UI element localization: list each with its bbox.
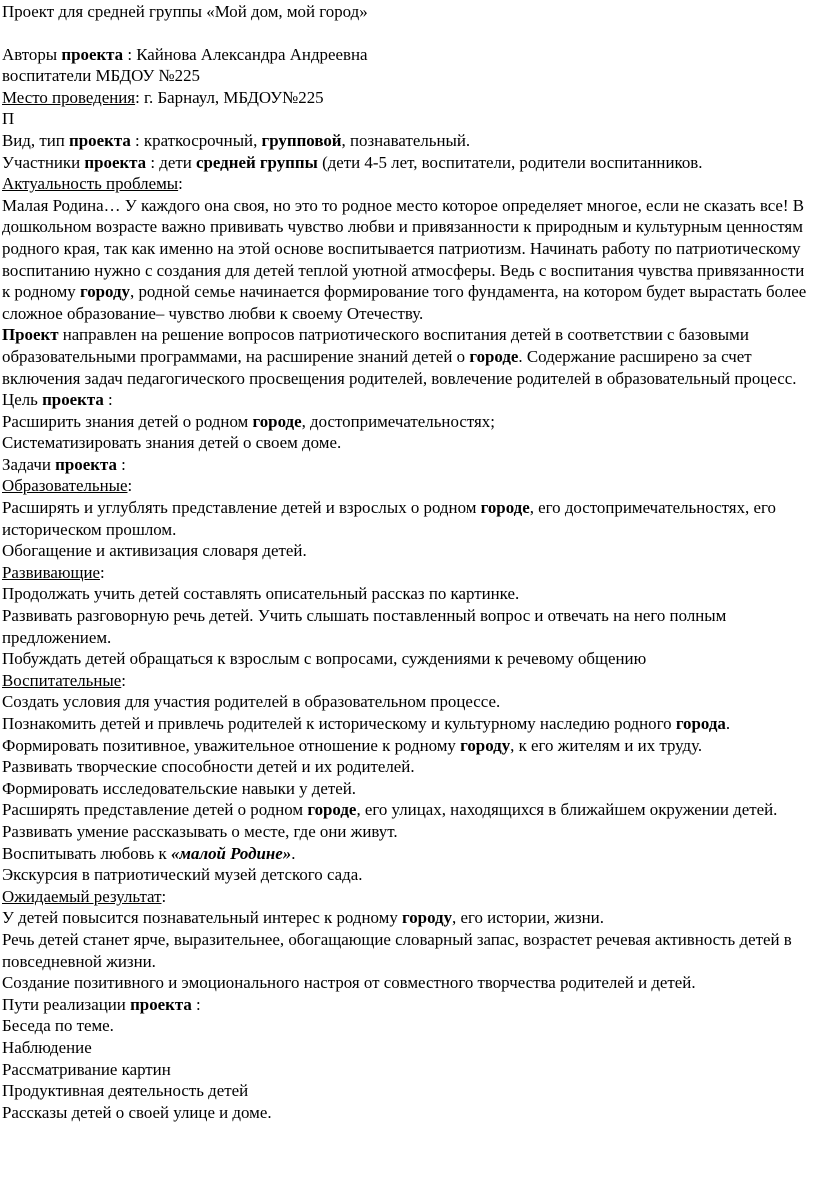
expected-item: У детей повысится познавательный интерес к родному городу, его истории, жизни.	[2, 908, 604, 928]
ways-item: Наблюдение	[2, 1037, 92, 1057]
goal-heading: Цель проекта :	[2, 390, 113, 410]
upbringing-item: Познакомить детей и привлечь родителей к историческому и культурному наследию родного города.	[2, 714, 731, 733]
ways-item: Беседа по теме.	[2, 1016, 114, 1036]
ways-item: Рассказы детей о своей улице и доме.	[2, 1102, 272, 1122]
ways-heading: Пути реализации проекта :	[2, 994, 201, 1014]
developing-item: Продолжать учить детей составлять описательный рассказ по картинке.	[2, 584, 520, 604]
goal-item: Систематизировать знания детей о своем доме.	[2, 433, 342, 453]
upbringing-heading: Воспитательные:	[2, 670, 126, 690]
ways-item: Рассматривание картин	[2, 1059, 171, 1079]
relevance-paragraph: Малая Родина… У каждого она своя, но это то родное место которое определяет многое, если не сказать все! В дошкольном возрасте важно прививать чувство любви и привязанности к природным и культурным ценностям родного края, так как именно на этой основе воспитывается патриотизм. Начинать работу по патриотическому воспитанию нужно с создания для детей теплой уютной атмосферы. Ведь с воспитания чувства привязанности к родному городу, родной семье начинается формирование того фундамента, на котором будет вырастать более сложное образование– чувство любви к своему Отечеству.	[2, 195, 807, 323]
upbringing-item: Формировать исследовательские навыки у детей.	[2, 778, 357, 798]
developing-heading: Развивающие:	[2, 562, 105, 582]
stray-letter: П	[2, 109, 15, 129]
relevance-heading: Актуальность проблемы:	[2, 174, 183, 194]
upbringing-item: Развивать умение рассказывать о месте, где они живут.	[2, 821, 398, 841]
upbringing-item: Экскурсия в патриотический музей детского сада.	[2, 865, 363, 885]
developing-item: Побуждать детей обращаться к взрослым с вопросами, суждениями к речевому общению	[2, 649, 647, 669]
upbringing-item: Воспитывать любовь к «малой Родине».	[2, 843, 296, 863]
educators-line: воспитатели МБДОУ №225	[2, 66, 200, 86]
project-type-line: Вид, тип проекта : краткосрочный, групповой, познавательный.	[2, 130, 471, 150]
blank-line	[2, 23, 812, 44]
participants-line: Участники проекта : дети средней группы (дети 4-5 лет, воспитатели, родители воспитанников.	[2, 152, 703, 172]
venue-line: Место проведения: г. Барнаул, МБДОУ№225	[2, 87, 324, 107]
educational-item: Расширять и углублять представление детей и взрослых о родном городе, его достопримечательностях, его историческом прошлом.	[2, 498, 776, 539]
educational-heading: Образовательные:	[2, 476, 133, 496]
project-paragraph: Проект направлен на решение вопросов патриотического воспитания детей в соответствии с базовыми образовательными программами, на расширение знаний детей о городе. Содержание расширено за счет включения задач педагогического просвещения родителей, вовлечение родителей в образовательный процесс.	[2, 325, 797, 388]
developing-item: Развивать разговорную речь детей. Учить слышать поставленный вопрос и отвечать на него полным предложением.	[2, 606, 727, 647]
document-title: Проект для средней группы «Мой дом, мой город»	[2, 2, 368, 21]
ways-item: Продуктивная деятельность детей	[2, 1081, 249, 1101]
upbringing-item: Развивать творческие способности детей и их родителей.	[2, 757, 415, 777]
authors-line: Авторы проекта : Кайнова Александра Андреевна	[2, 44, 368, 64]
expected-item: Создание позитивного и эмоционального настроя от совместного творчества родителей и детей.	[2, 973, 696, 993]
expected-heading: Ожидаемый результат:	[2, 886, 167, 906]
educational-item: Обогащение и активизация словаря детей.	[2, 541, 307, 561]
goal-item: Расширить знания детей о родном городе, достопримечательностях;	[2, 411, 495, 431]
tasks-heading: Задачи проекта :	[2, 454, 126, 474]
expected-item: Речь детей станет ярче, выразительнее, обогащающие словарный запас, возрастет речевая активность детей в повседневной жизни.	[2, 929, 792, 971]
upbringing-item: Расширять представление детей о родном городе, его улицах, находящихся в ближайшем окружении детей.	[2, 800, 778, 820]
upbringing-item: Формировать позитивное, уважительное отношение к родному городу, к его жителям и их труду.	[2, 735, 703, 755]
upbringing-item: Создать условия для участия родителей в образовательном процессе.	[2, 692, 501, 712]
